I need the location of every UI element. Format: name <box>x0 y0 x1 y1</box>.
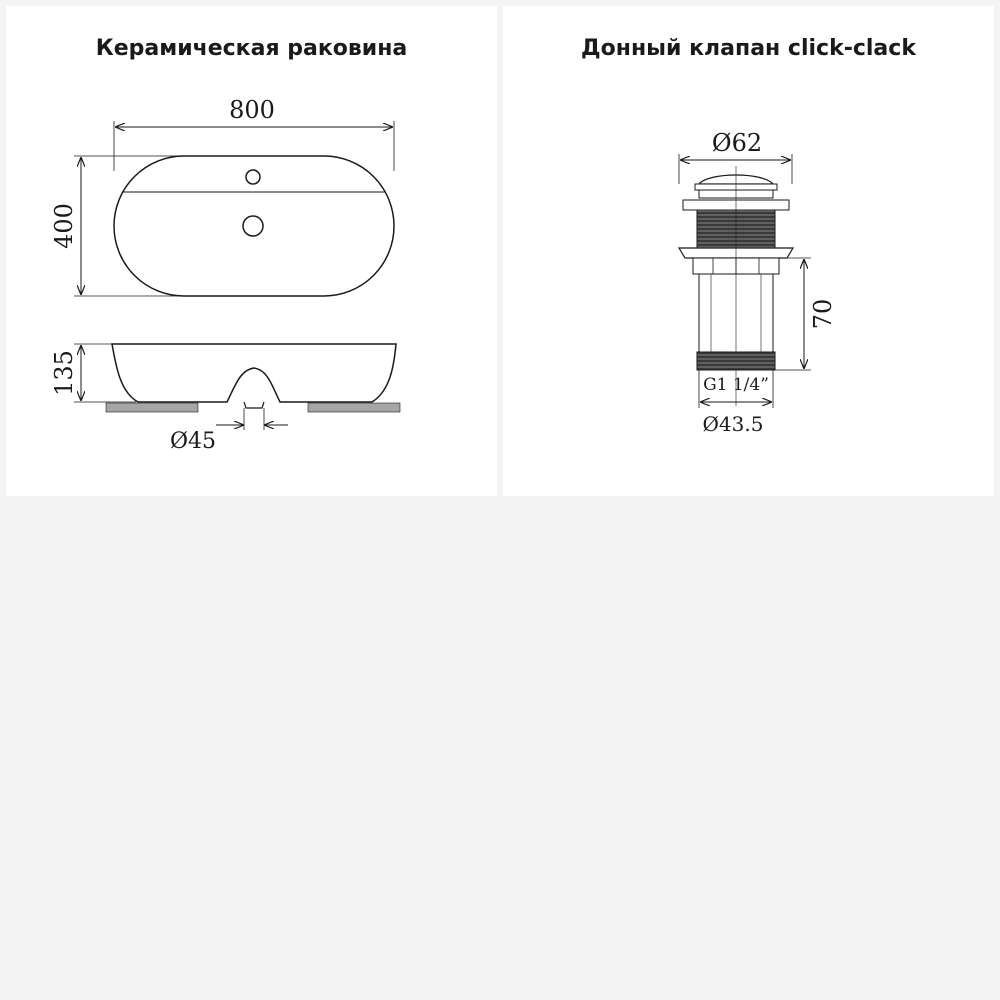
dim-outer <box>700 402 772 436</box>
sink-panel <box>6 6 497 496</box>
support-left <box>106 403 198 412</box>
valve-panel-title: Донный клапан click-clack <box>581 36 916 61</box>
dim-length-label: 70 <box>809 298 837 330</box>
valve-panel <box>503 6 994 496</box>
valve-drawing <box>503 6 994 496</box>
dim-cap-label: Ø62 <box>711 129 763 157</box>
support-right <box>308 403 400 412</box>
sink-outer-outline <box>114 156 394 296</box>
dim-outer-label: Ø43.5 <box>702 412 764 436</box>
lower-thread <box>697 352 775 370</box>
sink-panel-title: Керамическая раковина <box>95 36 408 61</box>
dim-drain <box>170 408 288 454</box>
sink-drawing <box>6 6 497 496</box>
dim-length <box>775 258 837 370</box>
dim-depth-label: 400 <box>50 203 78 249</box>
dim-height-label: 135 <box>50 350 78 396</box>
dim-width-label: 800 <box>229 96 275 124</box>
dim-thread-label: G1 1/4” <box>703 375 769 395</box>
drain-neck <box>244 402 264 408</box>
sink-body-outline <box>112 344 396 402</box>
sink-side-view <box>106 344 400 412</box>
dim-drain-label: Ø45 <box>169 429 217 454</box>
valve-body <box>679 166 793 408</box>
sink-top-view <box>114 156 394 296</box>
